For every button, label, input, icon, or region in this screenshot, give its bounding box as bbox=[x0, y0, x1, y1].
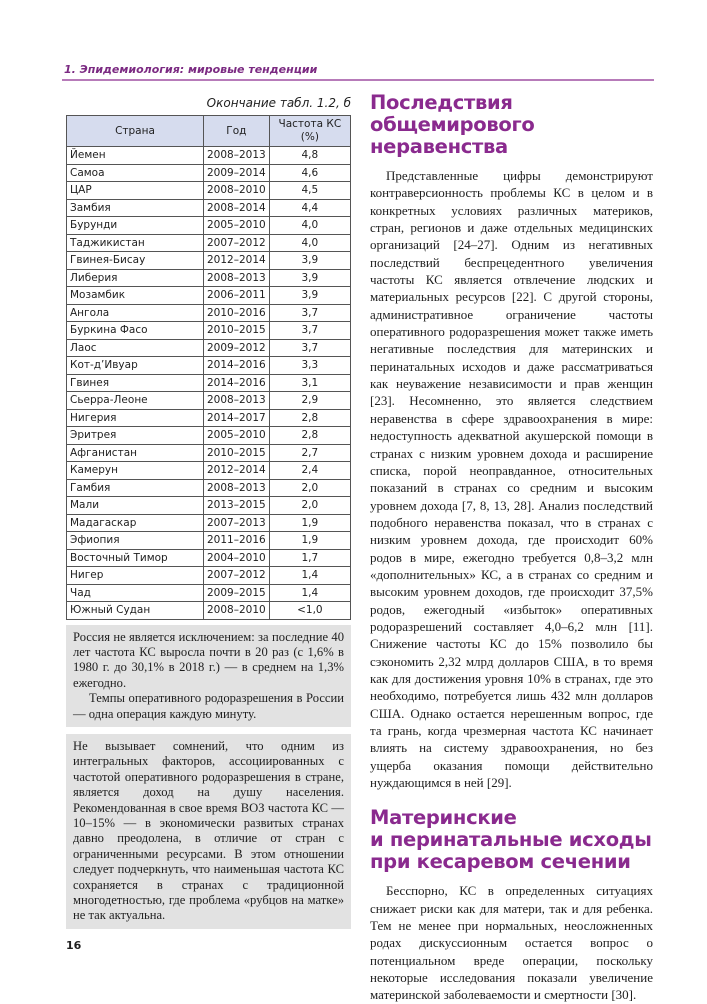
year-cell: 2010–2015 bbox=[204, 322, 270, 340]
year-cell: 2008–2013 bbox=[204, 479, 270, 497]
running-head: 1. Эпидемиология: мировые тенденции bbox=[64, 63, 318, 76]
rate-cell: 2,9 bbox=[269, 392, 350, 410]
country-cell: Йемен bbox=[67, 147, 204, 165]
year-cell: 2006–2011 bbox=[204, 287, 270, 305]
right-column bbox=[370, 92, 653, 1004]
header-divider bbox=[62, 79, 654, 81]
year-cell: 2010–2016 bbox=[204, 304, 270, 322]
year-cell: 2007–2012 bbox=[204, 234, 270, 252]
country-cell: Бурунди bbox=[67, 217, 204, 235]
rate-cell: 1,7 bbox=[269, 549, 350, 567]
year-cell: 2008–2010 bbox=[204, 182, 270, 200]
table-row bbox=[67, 164, 351, 182]
country-cell: Либерия bbox=[67, 269, 204, 287]
table-row bbox=[67, 462, 351, 480]
rate-cell: 4,5 bbox=[269, 182, 350, 200]
rate-cell: 3,3 bbox=[269, 357, 350, 375]
heading-line: неравенства bbox=[370, 135, 508, 158]
year-cell: 2004–2010 bbox=[204, 549, 270, 567]
year-cell: 2007–2012 bbox=[204, 567, 270, 585]
table-row bbox=[67, 322, 351, 340]
rate-cell: 2,4 bbox=[269, 462, 350, 480]
country-cell: Эритрея bbox=[67, 427, 204, 445]
rate-cell: 3,7 bbox=[269, 322, 350, 340]
year-cell: 2007–2013 bbox=[204, 514, 270, 532]
table-row bbox=[67, 234, 351, 252]
table-row bbox=[67, 532, 351, 550]
year-cell: 2011–2016 bbox=[204, 532, 270, 550]
rate-cell: 2,8 bbox=[269, 409, 350, 427]
country-cell: Сьерра-Леоне bbox=[67, 392, 204, 410]
year-cell: 2009–2014 bbox=[204, 164, 270, 182]
table-row bbox=[67, 602, 351, 620]
income-note-box bbox=[66, 734, 351, 929]
year-cell: 2008–2013 bbox=[204, 392, 270, 410]
rate-cell: 3,9 bbox=[269, 269, 350, 287]
rate-cell: <1,0 bbox=[269, 602, 350, 620]
heading-line: при кесаревом сечении bbox=[370, 850, 631, 874]
year-cell: 2014–2017 bbox=[204, 409, 270, 427]
country-cell: Афганистан bbox=[67, 444, 204, 462]
year-cell: 2010–2015 bbox=[204, 444, 270, 462]
russia-note-text-2: Темпы оперативного родоразрешения в России — одна операция каждую минуту. bbox=[73, 691, 344, 721]
table-row bbox=[67, 392, 351, 410]
country-cell: Южный Судан bbox=[67, 602, 204, 620]
year-cell: 2005–2010 bbox=[204, 427, 270, 445]
table-header-row bbox=[67, 116, 351, 147]
income-note-text: Не вызывает сомнений, что одним из интегральных факторов, ассоциированных с частотой оперативного родоразрешения в стране, является доход на душу населения. Рекомендованная в свое время ВОЗ частота КС — 10–15% — в экономически развитых странах давно преодолена, в отличие от стран с ограниченными ресурсами. В этом отношении следует подчеркнуть, что наименьшая частота КС сохраняется в странах с традиционной многодетностью, где проблема «рубцов на матке» не так актуальна. bbox=[73, 738, 344, 923]
rate-cell: 4,6 bbox=[269, 164, 350, 182]
heading-line: Последствия общемирового bbox=[370, 91, 535, 136]
table-row bbox=[67, 304, 351, 322]
country-cell: Нигерия bbox=[67, 409, 204, 427]
year-cell: 2014–2016 bbox=[204, 357, 270, 375]
year-cell: 2008–2013 bbox=[204, 147, 270, 165]
heading-line: и перинатальные исходы bbox=[370, 828, 652, 852]
year-cell: 2005–2010 bbox=[204, 217, 270, 235]
table-row bbox=[67, 444, 351, 462]
year-cell: 2012–2014 bbox=[204, 462, 270, 480]
country-cell: Гамбия bbox=[67, 479, 204, 497]
year-cell: 2008–2010 bbox=[204, 602, 270, 620]
rate-cell: 2,7 bbox=[269, 444, 350, 462]
country-cell: Ангола bbox=[67, 304, 204, 322]
column-header-rate: Частота КС (%) bbox=[269, 116, 350, 147]
table-row bbox=[67, 497, 351, 515]
rate-cell: 3,1 bbox=[269, 374, 350, 392]
year-cell: 2014–2016 bbox=[204, 374, 270, 392]
rate-cell: 3,9 bbox=[269, 252, 350, 270]
year-cell: 2012–2014 bbox=[204, 252, 270, 270]
country-cell: Мали bbox=[67, 497, 204, 515]
country-cell: Кот-д’Ивуар bbox=[67, 357, 204, 375]
table-row bbox=[67, 199, 351, 217]
table-row bbox=[67, 567, 351, 585]
table-row bbox=[67, 357, 351, 375]
table-row bbox=[67, 584, 351, 602]
table-row bbox=[67, 514, 351, 532]
table-row bbox=[67, 479, 351, 497]
rate-cell: 2,8 bbox=[269, 427, 350, 445]
table-row bbox=[67, 287, 351, 305]
country-cell: Лаос bbox=[67, 339, 204, 357]
rate-cell: 4,0 bbox=[269, 234, 350, 252]
rate-cell: 4,8 bbox=[269, 147, 350, 165]
country-cell: Гвинея bbox=[67, 374, 204, 392]
section-heading-inequality bbox=[370, 92, 653, 158]
column-header-country: Страна bbox=[67, 116, 204, 147]
country-cell: Камерун bbox=[67, 462, 204, 480]
country-cell: Замбия bbox=[67, 199, 204, 217]
country-cell: Эфиопия bbox=[67, 532, 204, 550]
table-row bbox=[67, 427, 351, 445]
country-cell: ЦАР bbox=[67, 182, 204, 200]
rate-cell: 3,9 bbox=[269, 287, 350, 305]
table-row bbox=[67, 182, 351, 200]
rate-cell: 4,4 bbox=[269, 199, 350, 217]
country-cell: Буркина Фасо bbox=[67, 322, 204, 340]
rate-cell: 2,0 bbox=[269, 479, 350, 497]
body-paragraph: Бесспорно, КС в определенных ситуациях снижает риски как для матери, так и для ребенка. Тем не менее при нормальных, неосложненных родах дискуссионным остается вопрос о потенциальном вреде операции, поскольку некоторые исследования показали увеличение материнской заболеваемости и смертности [30]. bbox=[370, 883, 653, 1003]
table-caption: Окончание табл. 1.2, б bbox=[206, 96, 351, 110]
table-row bbox=[67, 269, 351, 287]
year-cell: 2013–2015 bbox=[204, 497, 270, 515]
year-cell: 2009–2012 bbox=[204, 339, 270, 357]
heading-line: Материнские bbox=[370, 806, 517, 830]
rate-cell: 1,9 bbox=[269, 532, 350, 550]
year-cell: 2008–2013 bbox=[204, 269, 270, 287]
outcomes-body bbox=[370, 882, 653, 1003]
country-cell: Нигер bbox=[67, 567, 204, 585]
left-column bbox=[66, 95, 351, 953]
section-heading-outcomes bbox=[370, 807, 653, 873]
year-cell: 2008–2014 bbox=[204, 199, 270, 217]
country-cell: Чад bbox=[67, 584, 204, 602]
rate-cell: 4,0 bbox=[269, 217, 350, 235]
rate-cell: 3,7 bbox=[269, 339, 350, 357]
table-row bbox=[67, 147, 351, 165]
table-row bbox=[67, 409, 351, 427]
page-number: 16 bbox=[66, 938, 82, 952]
country-cell: Самоа bbox=[67, 164, 204, 182]
rate-cell: 2,0 bbox=[269, 497, 350, 515]
table-row bbox=[67, 217, 351, 235]
year-cell: 2009–2015 bbox=[204, 584, 270, 602]
russia-note-text: Россия не является исключением: за последние 40 лет частота КС выросла почти в 20 раз (с 1,6% в 1980 г. до 30,1% в 2018 г.) — в среднем на 1,3% ежегодно. bbox=[73, 629, 344, 690]
table-row bbox=[67, 549, 351, 567]
rate-cell: 1,4 bbox=[269, 567, 350, 585]
rate-cell: 3,7 bbox=[269, 304, 350, 322]
inequality-body bbox=[370, 167, 653, 791]
country-cell: Гвинея-Бисау bbox=[67, 252, 204, 270]
column-header-year: Год bbox=[204, 116, 270, 147]
country-cell: Мозамбик bbox=[67, 287, 204, 305]
russia-note-box bbox=[66, 625, 351, 727]
country-cell: Восточный Тимор bbox=[67, 549, 204, 567]
body-paragraph: Представленные цифры демонстрируют контраверсионность проблемы КС в целом и в конкретных условиях различных материков, стран, регионов и даже отдельных медицинских организаций [24–27]. Одним из негативных последствий беспрецедентного увеличения частоты КС является отвлечение людских и материальных ресурсов [22]. С другой стороны, административное ограничение частоты оперативного родоразрешения может также иметь негативные последствия для материнских и перинатальных исходов и даже рассматриваться как неуважение независимости и прав женщин [23]. Несомненно, это является следствием неравенства в сфере здравоохранения в мире: недоступность адекватной акушерской помощи в странах с низким уровнем дохода и расширение списка, порой неоправданное, относительных показаний в странах со средним и высоким уровнем дохода [7, 8, 13, 28]. Анализ последствий подобного неравенства показал, что в странах с низким уровнем дохода, где происходит 60% родов в мире, ежегодно требуется 0,8–3,2 млн «дополнительных» КС, а в странах со средним и высоким уровнем доходов, где происходит 37,5% родов, ежегодный «избыток» оперативных родоразрешений составляет 4,0–6,2 млн [11]. Снижение частоты КС до 15% позволило бы сэкономить 2,32 млрд долларов США, в то время как для достижения уровня 10% в странах, где это необходимо, потребуется лишь 432 млн долларов США. Однако остается нерешенным вопрос, где та грань, когда чрезмерная частота КС начинает влиять на систему здравоохранения, но без ущерба оказания помощи действительно нуждающимся в ней [29]. bbox=[370, 168, 653, 791]
table-row bbox=[67, 374, 351, 392]
table-row bbox=[67, 252, 351, 270]
country-cell: Мадагаскар bbox=[67, 514, 204, 532]
rate-cell: 1,9 bbox=[269, 514, 350, 532]
cs-rate-table bbox=[66, 115, 351, 620]
table-row bbox=[67, 339, 351, 357]
country-cell: Таджикистан bbox=[67, 234, 204, 252]
rate-cell: 1,4 bbox=[269, 584, 350, 602]
